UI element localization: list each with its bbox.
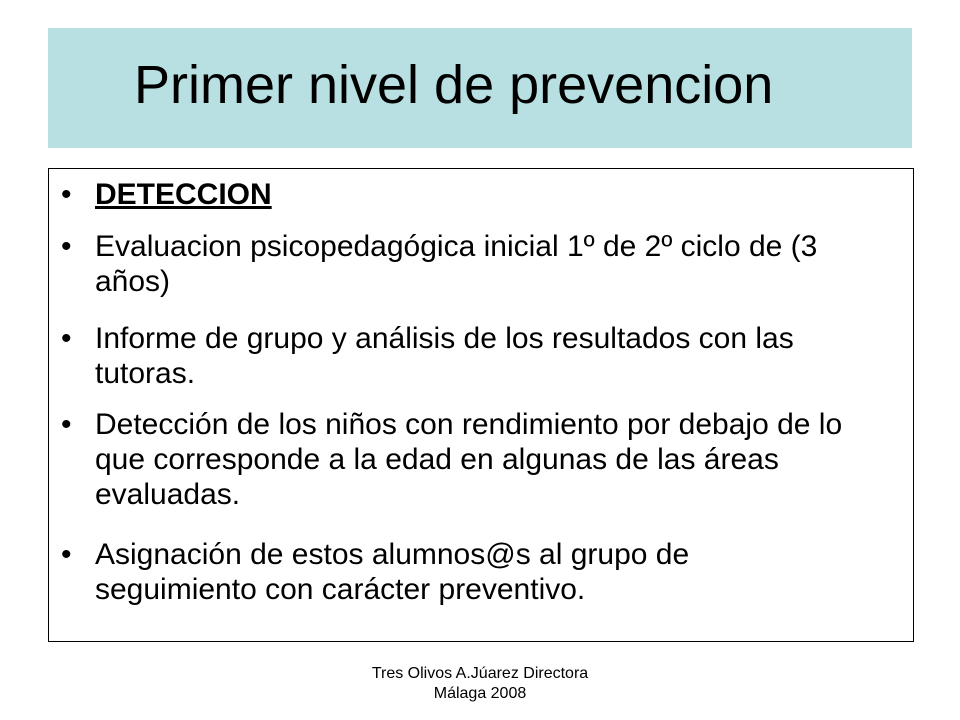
bullet-icon: • — [61, 408, 72, 441]
bullet-icon: • — [61, 178, 72, 211]
bullet-icon: • — [61, 322, 72, 355]
bullet-item-detection — [61, 177, 855, 212]
bullet-item-detection-children — [61, 407, 855, 512]
bullet-icon: • — [61, 230, 72, 263]
bullet-text: Detección de los niños con rendimiento por debajo de lo que corresponde a la edad en algunas de las áreas evaluadas. — [95, 408, 843, 511]
footer-author: Tres Olivos A.Júarez Directora — [371, 665, 589, 682]
bullet-item-assignment — [61, 537, 855, 607]
slide-footer — [330, 664, 630, 704]
title-banner — [48, 28, 912, 148]
bullet-item-evaluation — [61, 229, 855, 299]
bullet-item-group-report — [61, 321, 855, 391]
footer-place-year: Málaga 2008 — [433, 685, 527, 702]
bullet-text: Evaluacion psicopedagógica inicial 1º de 2º ciclo de (3 años) — [95, 230, 818, 298]
bullet-text: Informe de grupo y análisis de los resultados con las tutoras. — [95, 322, 794, 390]
bullet-text: DETECCION — [95, 178, 272, 211]
bullet-icon: • — [61, 538, 72, 571]
slide-title: Primer nivel de prevencion — [134, 55, 774, 115]
content-box — [48, 168, 914, 642]
bullet-text: Asignación de estos alumnos@s al grupo de seguimiento con carácter preventivo. — [95, 538, 690, 606]
